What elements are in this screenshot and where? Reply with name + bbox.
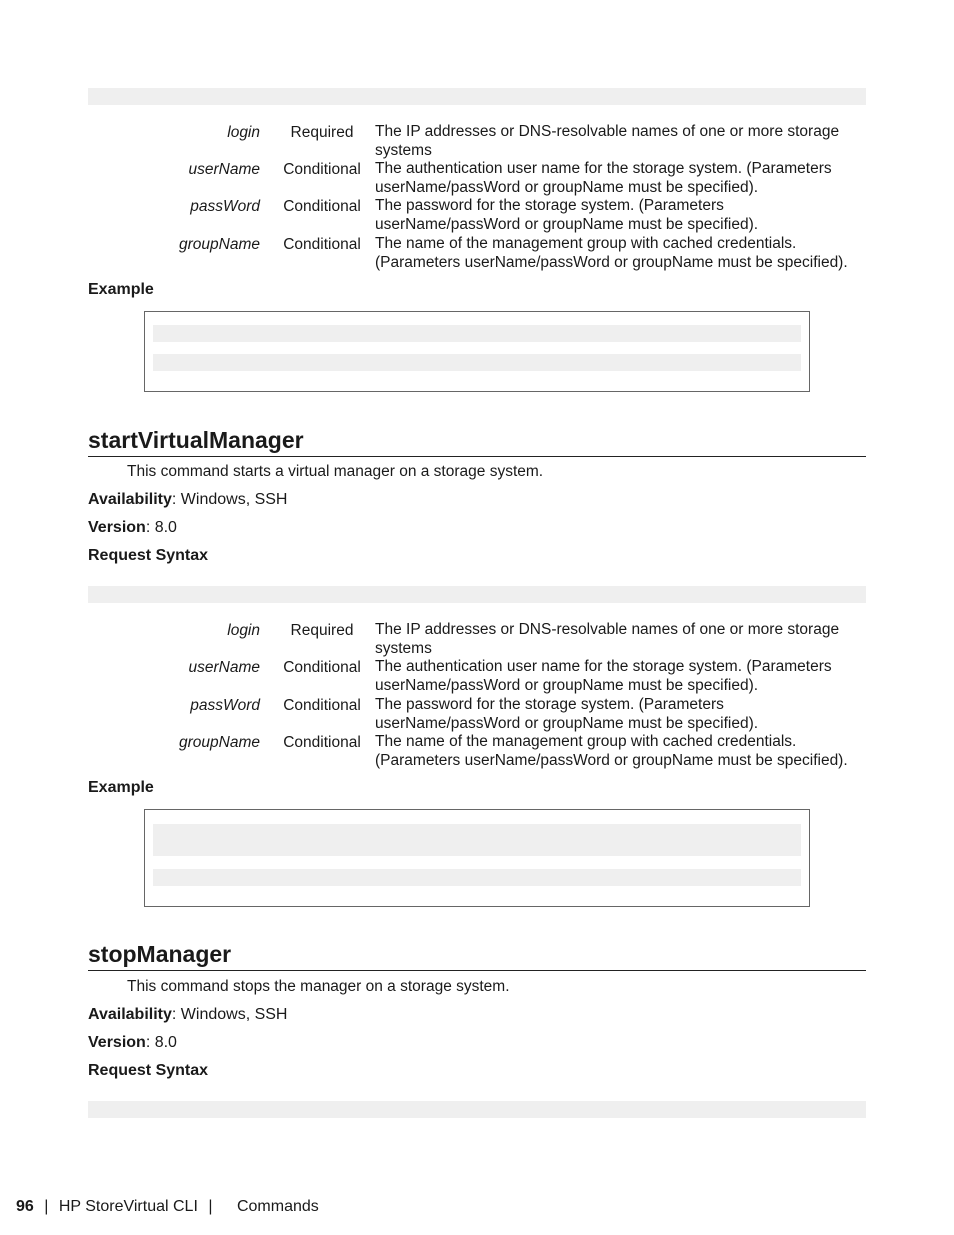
page-footer [16, 1198, 319, 1216]
parameter-row [88, 197, 866, 235]
parameter-description: The authentication user name for the storage system. (Parameters userName/passWord or groupName must be specified). [375, 160, 832, 196]
version-value: : 8.0 [145, 1034, 177, 1051]
parameter-requirement: Conditional [283, 734, 361, 751]
syntax-code-bar [88, 586, 866, 603]
parameter-table [88, 621, 866, 770]
request-syntax-heading: Request Syntax [88, 547, 209, 564]
parameter-row [88, 733, 866, 770]
parameter-requirement: Conditional [283, 161, 361, 178]
parameter-row [88, 235, 866, 272]
availability-value: : Windows, SSH [171, 1006, 288, 1023]
parameter-name: login [227, 622, 260, 639]
footer-separator: | [44, 1198, 49, 1215]
version-line [88, 519, 177, 537]
parameter-row [88, 123, 866, 160]
availability-line [88, 1006, 287, 1024]
parameter-requirement: Conditional [283, 198, 361, 215]
example-code-line [153, 354, 801, 371]
example-code-line [153, 824, 801, 856]
parameter-name: passWord [190, 697, 260, 714]
section-description: This command starts a virtual manager on a storage system. [127, 463, 544, 480]
example-code-box [144, 809, 810, 907]
parameter-description: The name of the management group with cached credentials. (Parameters userName/passWord or groupName must be specified). [375, 235, 848, 271]
section-rule [88, 970, 866, 971]
parameter-name: userName [188, 161, 260, 178]
version-label: Version [88, 1034, 146, 1051]
footer-separator: | [208, 1198, 213, 1215]
syntax-code-bar [88, 1101, 866, 1118]
page-number: 96 [16, 1198, 34, 1215]
availability-label: Availability [88, 1006, 172, 1023]
parameter-name: userName [188, 659, 260, 676]
parameter-description: The name of the management group with cached credentials. (Parameters userName/passWord or groupName must be specified). [375, 733, 848, 769]
section-title: startVirtualManager [88, 427, 304, 453]
request-syntax-heading: Request Syntax [88, 1062, 209, 1079]
section-title: stopManager [88, 941, 232, 967]
parameter-name: login [227, 124, 260, 141]
parameter-row [88, 658, 866, 696]
parameter-name: groupName [179, 236, 260, 253]
parameter-name: groupName [179, 734, 260, 751]
parameter-row [88, 696, 866, 733]
example-code-line [153, 325, 801, 342]
parameter-table [88, 123, 866, 272]
parameter-requirement: Required [290, 124, 354, 141]
example-code-box [144, 311, 810, 392]
availability-line [88, 491, 287, 509]
version-value: : 8.0 [145, 519, 177, 536]
section-rule [88, 456, 866, 457]
example-heading: Example [88, 779, 154, 796]
parameter-requirement: Conditional [283, 659, 361, 676]
section-description: This command stops the manager on a storage system. [127, 978, 510, 995]
parameter-requirement: Conditional [283, 697, 361, 714]
availability-label: Availability [88, 491, 172, 508]
parameter-description: The password for the storage system. (Parameters userName/passWord or groupName must be specified). [375, 197, 759, 233]
parameter-requirement: Conditional [283, 236, 361, 253]
footer-product: HP StoreVirtual CLI [58, 1198, 198, 1215]
parameter-description: The authentication user name for the storage system. (Parameters userName/passWord or groupName must be specified). [375, 658, 832, 694]
availability-value: : Windows, SSH [171, 491, 288, 508]
footer-chapter: Commands [236, 1198, 319, 1215]
parameter-row [88, 621, 866, 658]
parameter-description: The password for the storage system. (Parameters userName/passWord or groupName must be specified). [375, 696, 759, 732]
example-code-line [153, 869, 801, 886]
version-label: Version [88, 519, 146, 536]
parameter-requirement: Required [290, 622, 354, 639]
version-line [88, 1034, 177, 1052]
syntax-code-bar [88, 88, 866, 105]
parameter-description: The IP addresses or DNS-resolvable names of one or more storage systems [375, 123, 840, 159]
parameter-name: passWord [190, 198, 260, 215]
parameter-row [88, 160, 866, 197]
example-heading: Example [88, 281, 154, 298]
parameter-description: The IP addresses or DNS-resolvable names of one or more storage systems [375, 621, 840, 657]
